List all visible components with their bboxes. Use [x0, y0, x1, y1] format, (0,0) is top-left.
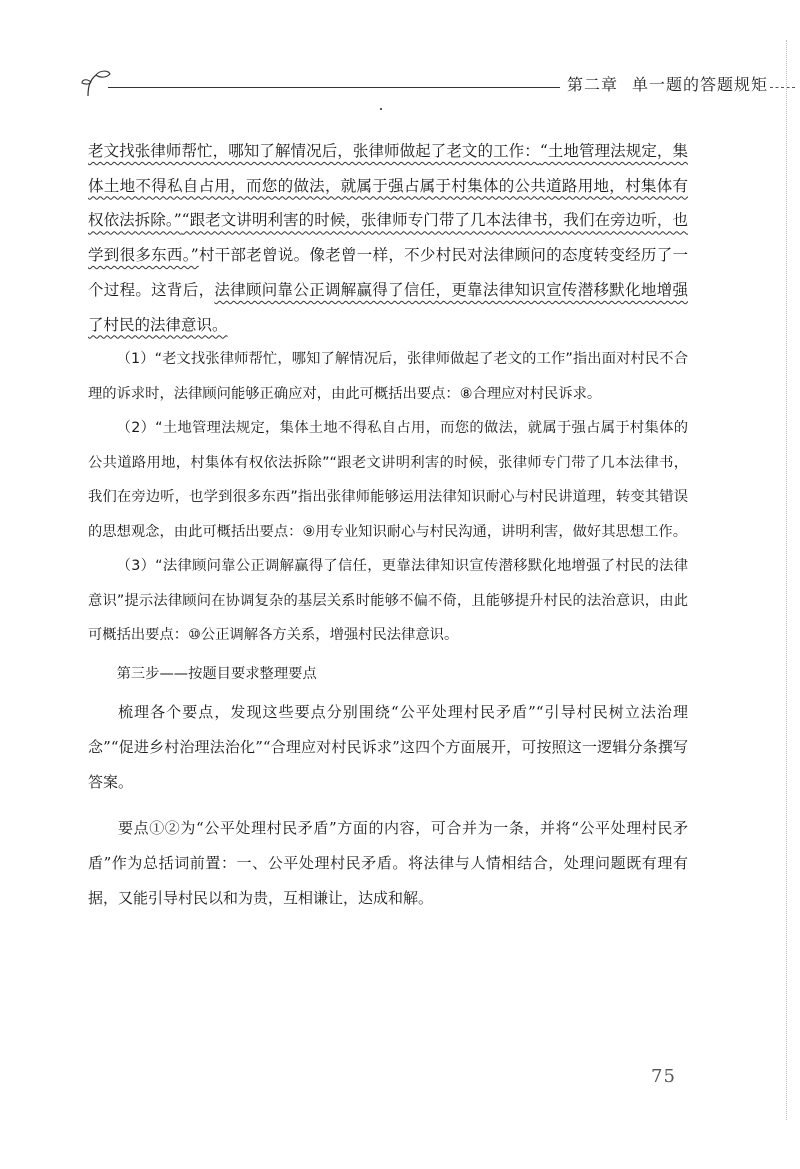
analysis-list: [88, 342, 688, 653]
running-header: [80, 66, 795, 100]
analysis-item-2: （2）“土地管理法规定，集体土地不得私自占用，而您的做法，就属于强占属于村集体的公共道路用地，村集体有权依法拆除”“跟老文讲明利害的时候，张律师专门带了几本法律书，我们在旁边听，也学到很多东西”指出张律师能够运用法律知识耐心与村民讲道理，转变其错误的思想观念，由此可概括出要点：⑨用专业知识耐心与村民沟通，讲明利害，做好其思想工作。: [88, 420, 688, 540]
excerpt-sentence-3: “跟老文讲明利害的时候，张律师专门带了几本法律书，我们在旁边听，也学到很多东西。”: [88, 211, 688, 265]
page-number: 75: [651, 1066, 676, 1087]
header-rule-right: [770, 87, 795, 88]
sprout-leaf-icon: [80, 66, 114, 100]
section-label: 单一题的答题规矩: [632, 75, 769, 94]
excerpt-sentence-2: “土地管理法规定，集体土地不得私自占用，而您的做法，就属于强占属于村集体的公共道路用地，村集体有权依法拆除。”: [88, 142, 688, 230]
chapter-title: [567, 72, 768, 95]
step-three-paragraph-1: 梳理各个要点，发现这些要点分别围绕“公平处理村民矛盾”“引导村民树立法治理念”“促进乡村治理法治化”“合理应对村民诉求”这四个方面展开，可按照这一逻辑分条撰写答案。: [88, 703, 688, 791]
source-excerpt: [88, 134, 688, 342]
scan-speck: [380, 108, 382, 110]
page-edge-mark: [786, 40, 790, 1120]
excerpt-sentence-4: 村干部老曾说。像老曾一样，不少村民对法律顾问的态度转变经历了一个过程。这背后，: [88, 246, 688, 299]
step-three-paragraph-2: 要点①②为“公平处理村民矛盾”方面的内容，可合并为一条，并将“公平处理村民矛盾”作为总括词前置：一、公平处理村民矛盾。将法律与人情相结合，处理问题既有理有据，又能引导村民以和为贵，互相谦让，达成和解。: [88, 819, 688, 907]
analysis-item-1: （1）“老文找张律师帮忙，哪知了解情况后，张律师做起了老文的工作”指出面对村民不合理的诉求时，法律顾问能够正确应对，由此可概括出要点：⑧合理应对村民诉求。: [88, 351, 688, 402]
header-rule-left: [108, 87, 560, 88]
step-three-heading: 第三步——按题目要求整理要点: [116, 665, 317, 682]
page-body: [88, 134, 688, 915]
analysis-item-3: （3）“法律顾问靠公正调解赢得了信任，更靠法律知识宣传潜移默化地增强了村民的法律意识”提示法律顾问在协调复杂的基层关系时能够不偏不倚，且能够提升村民的法治意识，由此可概括出要点：⑩公正调解各方关系，增强村民法律意识。: [88, 558, 688, 644]
chapter-label: 第二章: [567, 75, 619, 94]
excerpt-sentence-1: 老文找张律师帮忙，哪知了解情况后，张律师做起了老文的工作：: [88, 142, 540, 160]
excerpt-sentence-5: 法律顾问靠公正调解赢得了信任，更靠法律知识宣传潜移默化地增强了村民的法律意识。: [88, 280, 688, 334]
